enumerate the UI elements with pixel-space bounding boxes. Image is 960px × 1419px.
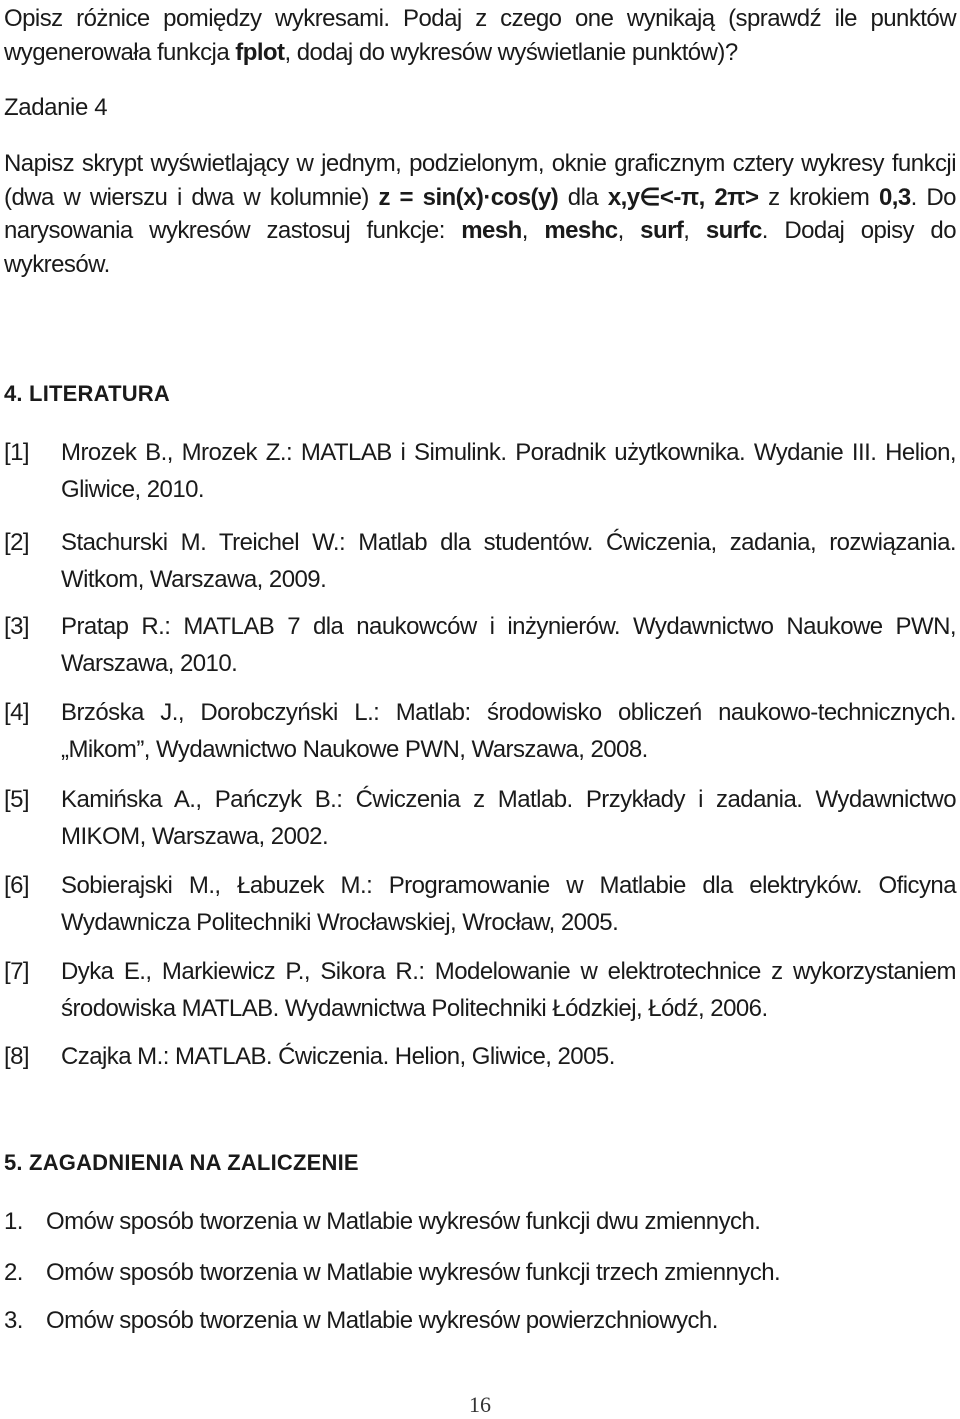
task4-text-3: z krokiem <box>758 183 879 211</box>
reference-number: [4] <box>4 699 30 726</box>
task4-text-5: . Dodaj opisy do wykresów. <box>4 217 956 278</box>
reference-number: [3] <box>4 613 30 640</box>
step: 0,3 <box>878 183 911 211</box>
task4-paragraph <box>4 147 956 281</box>
reference-number: [2] <box>4 529 30 556</box>
reference-item <box>4 524 956 598</box>
question-text: Omów sposób tworzenia w Matlabie wykresów powierzchniowych. <box>46 1307 718 1334</box>
sep-1: , <box>521 217 545 245</box>
task4-text-4: . Do narysowania wykresów zastosuj funkcje: <box>4 183 956 245</box>
intro-paragraph <box>4 2 956 69</box>
reference-text: Brzóska J., Dorobczyński L.: Matlab: środowisko obliczeń naukowo-technicznych. „Mikom”, Wydawnictwo Naukowe PWN, Warszawa, 2008. <box>61 699 956 763</box>
surfc-keyword: surfc <box>705 217 762 245</box>
reference-number: [6] <box>4 872 30 899</box>
meshc-keyword: meshc <box>544 217 618 245</box>
reference-item <box>4 694 956 768</box>
mesh-keyword: mesh <box>461 217 522 245</box>
reference-number: [1] <box>4 439 30 466</box>
intro-text-end: , dodaj do wykresów wyświetlanie punktów)? <box>284 38 738 66</box>
question-number: 1. <box>4 1208 23 1235</box>
fplot-keyword: fplot <box>235 38 285 66</box>
reference-item <box>4 781 956 855</box>
question-text: Omów sposób tworzenia w Matlabie wykresów funkcji dwu zmiennych. <box>46 1208 761 1235</box>
reference-text: Dyka E., Markiewicz P., Sikora R.: Modelowanie w elektrotechnice z wykorzystaniem środowiska MATLAB. Wydawnictwa Politechniki Łódzkiej, Łódź, 2006. <box>61 958 956 1022</box>
question-item <box>4 1259 956 1287</box>
questions-heading: 5. ZAGADNIENIA NA ZALICZENIE <box>4 1150 359 1175</box>
reference-item <box>4 867 956 941</box>
reference-text: Sobierajski M., Łabuzek M.: Programowanie w Matlabie dla elektryków. Oficyna Wydawnicza Politechniki Wrocławskiej, Wrocław, 2005. <box>61 872 956 936</box>
intro-text: Opisz różnice pomiędzy wykresami. Podaj z czego one wynikają (sprawdź ile punktów wygenerowała funkcja <box>4 5 956 66</box>
reference-text: Czajka M.: MATLAB. Ćwiczenia. Helion, Gliwice, 2005. <box>61 1043 615 1070</box>
reference-item <box>4 608 956 682</box>
reference-number: [5] <box>4 786 30 813</box>
reference-number: [8] <box>4 1043 30 1070</box>
question-number: 2. <box>4 1259 23 1286</box>
literature-heading: 4. LITERATURA <box>4 381 170 406</box>
formula: z = sin(x)·cos(y) <box>378 183 559 211</box>
sep-3: , <box>683 217 706 245</box>
reference-text: Mrozek B., Mrozek Z.: MATLAB i Simulink. Poradnik użytkownika. Wydanie III. Helion, Gliwice, 2010. <box>61 439 956 503</box>
question-item <box>4 1208 956 1236</box>
reference-item <box>4 953 956 1027</box>
range: x,y∈<-π, 2π> <box>607 183 759 211</box>
reference-number: [7] <box>4 958 30 985</box>
question-text: Omów sposób tworzenia w Matlabie wykresów funkcji trzech zmiennych. <box>46 1259 781 1286</box>
task4-text-2: dla <box>558 183 608 211</box>
reference-text: Pratap R.: MATLAB 7 dla naukowców i inżynierów. Wydawnictwo Naukowe PWN, Warszawa, 2010. <box>61 613 956 677</box>
task4-title: Zadanie 4 <box>4 94 108 121</box>
reference-text: Kamińska A., Pańczyk B.: Ćwiczenia z Matlab. Przykłady i zadania. Wydawnictwo MIKOM, Warszawa, 2002. <box>61 786 956 850</box>
question-number: 3. <box>4 1307 23 1334</box>
sep-2: , <box>617 217 641 245</box>
task4-text-1: Napisz skrypt wyświetlający w jednym, podzielonym, oknie graficznym cztery wykresy funkcji (dwa w wierszu i dwa w kolumnie) <box>4 150 956 211</box>
reference-text: Stachurski M. Treichel W.: Matlab dla studentów. Ćwiczenia, zadania, rozwiązania. Witkom, Warszawa, 2009. <box>61 529 956 593</box>
page-number: 16 <box>469 1392 491 1417</box>
surf-keyword: surf <box>640 217 684 245</box>
question-item <box>4 1307 956 1335</box>
reference-item <box>4 1038 956 1075</box>
reference-item <box>4 434 956 508</box>
